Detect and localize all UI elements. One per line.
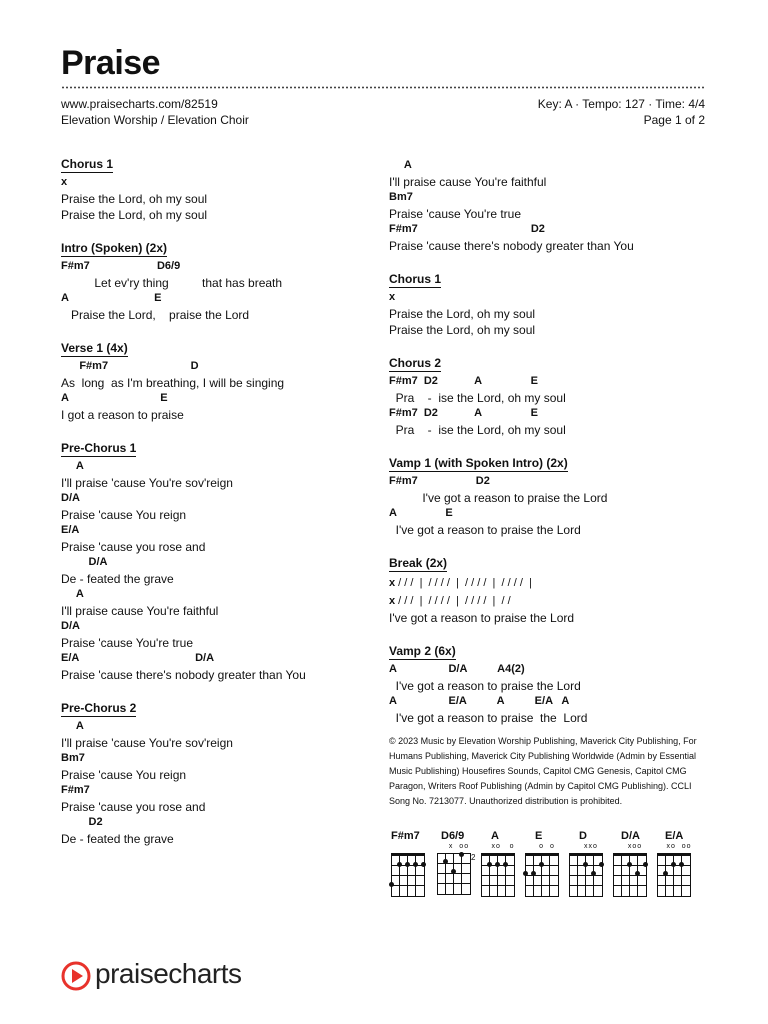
chord-lyric-line bbox=[61, 815, 371, 847]
chord-lyric-line bbox=[61, 459, 371, 491]
finger-dot bbox=[523, 871, 528, 876]
chord-lyric-line bbox=[389, 694, 719, 726]
chord-name: E/A bbox=[665, 830, 684, 842]
chord-lyric-line bbox=[389, 222, 719, 254]
chord-diagram-d69 bbox=[437, 830, 481, 900]
finger-dot bbox=[671, 862, 676, 867]
lyric-line: As long as I'm breathing, I will be singing bbox=[61, 376, 285, 390]
chord-lyric-line bbox=[389, 662, 719, 694]
fretboard bbox=[657, 853, 691, 897]
right-column bbox=[389, 158, 719, 726]
chord-diagrams bbox=[389, 830, 709, 900]
chord-name: F#m7 bbox=[391, 830, 420, 842]
lyric-line: Praise 'cause you rose and bbox=[61, 540, 206, 554]
fretboard bbox=[525, 853, 559, 897]
chord-diagram-e bbox=[525, 830, 569, 900]
section-break bbox=[389, 554, 719, 626]
section-title: Chorus 2 bbox=[389, 356, 442, 370]
finger-dot bbox=[495, 862, 500, 867]
chord-lyric-line bbox=[389, 406, 719, 438]
lyric-line: De - feated the grave bbox=[61, 832, 174, 846]
chord-diagram-a bbox=[481, 830, 525, 900]
page-number: Page 1 of 2 bbox=[643, 113, 705, 127]
chord-lyric-line bbox=[61, 651, 371, 683]
chord-lyric-line bbox=[61, 291, 371, 323]
chord-lyric-line bbox=[61, 523, 371, 555]
string-markers: xo oo bbox=[666, 843, 692, 850]
song-title: Praise bbox=[61, 44, 161, 82]
chord-line: F#m7 D2 A E bbox=[389, 375, 538, 387]
finger-dot bbox=[413, 862, 418, 867]
section-title: Chorus 1 bbox=[389, 272, 442, 286]
chord-diagram-fsharp-m7 bbox=[391, 830, 435, 900]
finger-dot bbox=[635, 871, 640, 876]
lyric-line: I've got a reason to praise the Lord bbox=[389, 611, 575, 625]
lyric-line: Praise 'cause you rose and bbox=[61, 800, 206, 814]
chord-lyric-line bbox=[61, 359, 371, 391]
section-pre-chorus-2-continued bbox=[389, 158, 719, 254]
section-verse-1 bbox=[61, 339, 371, 423]
finger-dot bbox=[627, 862, 632, 867]
string-markers: x oo bbox=[448, 843, 470, 850]
title-divider bbox=[61, 86, 705, 89]
lyric-line: Praise 'cause there's nobody greater than You bbox=[389, 239, 634, 253]
chord-name: A bbox=[491, 830, 499, 842]
song-artists: Elevation Worship / Elevation Choir bbox=[61, 113, 249, 127]
lyric-line: Praise 'cause You reign bbox=[61, 768, 187, 782]
chord-lyric-line bbox=[61, 587, 371, 619]
slash-bar-line bbox=[389, 592, 719, 610]
chord-line: D/A bbox=[61, 556, 108, 568]
section-intro bbox=[61, 239, 371, 323]
chord-line: F#m7 D2 bbox=[389, 475, 490, 487]
chord-line: F#m7 bbox=[61, 784, 90, 796]
chord-lyric-line bbox=[61, 719, 371, 751]
lyric-line: Praise the Lord, oh my soul bbox=[389, 307, 536, 321]
section-title: Pre-Chorus 1 bbox=[61, 441, 137, 455]
section-title: Break (2x) bbox=[389, 556, 448, 570]
chord-lyric-line bbox=[61, 619, 371, 651]
chord-line: E/A D/A bbox=[61, 652, 215, 664]
finger-dot bbox=[487, 862, 492, 867]
chord-marker: x bbox=[389, 595, 396, 607]
finger-dot bbox=[679, 862, 684, 867]
finger-dot bbox=[591, 871, 596, 876]
fret-number: 2 bbox=[471, 853, 476, 862]
chord-line: D/A bbox=[61, 492, 80, 504]
section-vamp-1 bbox=[389, 454, 719, 538]
chord-line: A bbox=[61, 720, 84, 732]
section-title: Chorus 1 bbox=[61, 157, 114, 171]
chord-line: F#m7 D2 bbox=[389, 223, 545, 235]
chord-lyric-line bbox=[61, 259, 371, 291]
chord-line: F#m7 D bbox=[61, 360, 199, 372]
chord-line: x bbox=[61, 176, 68, 188]
lyric-line: Let ev'ry thing that has breath bbox=[61, 276, 283, 290]
chord-lyric-line bbox=[61, 207, 371, 223]
logo-text: praisecharts bbox=[95, 958, 242, 989]
lyric-line: Praise the Lord, praise the Lord bbox=[61, 308, 250, 322]
lyric-line: De - feated the grave bbox=[61, 572, 174, 586]
chord-line: A bbox=[61, 460, 84, 472]
lyric-line: I'll praise cause You're faithful bbox=[389, 175, 547, 189]
chord-line: A bbox=[61, 588, 84, 600]
lyric-line: I've got a reason to praise the Lord bbox=[389, 679, 581, 693]
chord-lyric-line bbox=[389, 474, 719, 506]
left-column bbox=[61, 155, 371, 847]
lyric-line: Praise the Lord, oh my soul bbox=[61, 192, 208, 206]
chord-lyric-line bbox=[389, 506, 719, 538]
section-title: Vamp 1 (with Spoken Intro) (2x) bbox=[389, 456, 568, 470]
chord-marker: x bbox=[389, 577, 396, 589]
song-url: www.praisecharts.com/82519 bbox=[61, 97, 218, 111]
lyric-line: I've got a reason to praise the Lord bbox=[389, 491, 608, 505]
lyric-line: Pra - ise the Lord, oh my soul bbox=[389, 391, 566, 405]
finger-dot bbox=[443, 859, 448, 864]
section-chorus-1 bbox=[61, 155, 371, 223]
finger-dot bbox=[421, 862, 426, 867]
finger-dot bbox=[389, 882, 394, 887]
chord-name: D/A bbox=[621, 830, 640, 842]
lyric-line: I'll praise 'cause You're sov'reign bbox=[61, 736, 233, 750]
chord-line: x bbox=[389, 291, 396, 303]
chord-lyric-line bbox=[389, 290, 719, 322]
chord-name: E bbox=[535, 830, 543, 842]
slash-bar-line bbox=[389, 574, 719, 592]
section-chorus-1-repeat bbox=[389, 270, 719, 338]
chord-line: F#m7 D2 A E bbox=[389, 407, 538, 419]
section-chorus-2 bbox=[389, 354, 719, 438]
chord-name: D6/9 bbox=[441, 830, 465, 842]
chord-lyric-line bbox=[61, 491, 371, 523]
key-tempo-time: Key: A · Tempo: 127 · Time: 4/4 bbox=[537, 97, 705, 111]
copyright-notice: © 2023 Music by Elevation Worship Publishing, Maverick City Publishing, For Humans Publishing, Maverick City Publishing Worldwide (Admin by Essential Music Publishing) Housefires Sounds, Capitol CMG Genesis, Capitol CMG Paragon, Writers Roof Publishing (Admin by Capitol CMG Publishing). CCLI Song No. 7213077. Unauthorized distribution is prohibited. bbox=[389, 736, 697, 806]
lyric-line: Praise the Lord, oh my soul bbox=[389, 323, 536, 337]
section-pre-chorus-2 bbox=[61, 699, 371, 847]
lyric-line: Praise the Lord, oh my soul bbox=[61, 208, 208, 222]
string-markers: xoo bbox=[627, 843, 643, 850]
finger-dot bbox=[451, 869, 456, 874]
chord-line: D2 bbox=[61, 816, 103, 828]
section-title: Pre-Chorus 2 bbox=[61, 701, 137, 715]
slash-bars: / / / | / / / / | / / / / | / / / / | bbox=[395, 577, 532, 589]
finger-dot bbox=[663, 871, 668, 876]
chord-lyric-line bbox=[389, 190, 719, 222]
lyric-line: I'll praise cause You're faithful bbox=[61, 604, 219, 618]
chord-line: Bm7 bbox=[389, 191, 413, 203]
finger-dot bbox=[599, 862, 604, 867]
fretboard bbox=[613, 853, 647, 897]
string-markers: o o bbox=[539, 843, 555, 850]
chord-diagram-d bbox=[569, 830, 613, 900]
lyric-line: Praise 'cause You're true bbox=[389, 207, 521, 221]
section-title: Intro (Spoken) (2x) bbox=[61, 241, 168, 255]
fretboard bbox=[391, 853, 425, 897]
chord-line: A D/A A4(2) bbox=[389, 663, 525, 675]
chord-diagram-d-over-a bbox=[613, 830, 657, 900]
section-pre-chorus-1 bbox=[61, 439, 371, 683]
lyric-line: I've got a reason to praise the Lord bbox=[389, 711, 588, 725]
lyric-line: Pra - ise the Lord, oh my soul bbox=[389, 423, 566, 437]
lyric-line: I've got a reason to praise the Lord bbox=[389, 523, 581, 537]
chord-line: A E bbox=[389, 507, 453, 519]
chord-line: A E bbox=[61, 292, 162, 304]
lyric-line: Praise 'cause there's nobody greater than You bbox=[61, 668, 306, 682]
chord-lyric-line bbox=[389, 322, 719, 338]
section-title: Verse 1 (4x) bbox=[61, 341, 128, 355]
chord-line: D/A bbox=[61, 620, 80, 632]
fretboard bbox=[437, 853, 471, 895]
chord-lyric-line bbox=[61, 391, 371, 423]
chord-line: A E bbox=[61, 392, 168, 404]
chord-line: E/A bbox=[61, 524, 80, 536]
chord-lyric-line bbox=[389, 374, 719, 406]
finger-dot bbox=[503, 862, 508, 867]
section-title: Vamp 2 (6x) bbox=[389, 644, 456, 658]
lyric-line: I got a reason to praise bbox=[61, 408, 184, 422]
chord-lyric-line bbox=[61, 751, 371, 783]
finger-dot bbox=[531, 871, 536, 876]
chord-lyric-line bbox=[61, 783, 371, 815]
fretboard bbox=[569, 853, 603, 897]
fretboard bbox=[481, 853, 515, 897]
finger-dot bbox=[397, 862, 402, 867]
finger-dot bbox=[405, 862, 410, 867]
chord-lyric-line bbox=[389, 158, 719, 190]
finger-dot bbox=[583, 862, 588, 867]
finger-dot bbox=[643, 862, 648, 867]
string-markers: xo o bbox=[491, 843, 515, 850]
finger-dot bbox=[539, 862, 544, 867]
chord-line: A E/A A E/A A bbox=[389, 695, 570, 707]
finger-dot bbox=[459, 852, 464, 857]
string-markers: xxo bbox=[584, 843, 598, 850]
chord-line: A bbox=[389, 159, 412, 171]
lyric-line: Praise 'cause You reign bbox=[61, 508, 187, 522]
chord-line: F#m7 D6/9 bbox=[61, 260, 181, 272]
chord-line: Bm7 bbox=[61, 752, 85, 764]
chord-lyric-line bbox=[61, 555, 371, 587]
lyric-line: Praise 'cause You're true bbox=[61, 636, 193, 650]
chord-name: D bbox=[579, 830, 587, 842]
play-logo-icon bbox=[61, 961, 91, 991]
chord-diagram-e-over-a bbox=[657, 830, 701, 900]
lyric-line: I'll praise 'cause You're sov'reign bbox=[61, 476, 233, 490]
chord-lyric-line bbox=[61, 175, 371, 207]
section-vamp-2 bbox=[389, 642, 719, 726]
slash-bars: / / / | / / / / | / / / / | / / bbox=[395, 595, 511, 607]
